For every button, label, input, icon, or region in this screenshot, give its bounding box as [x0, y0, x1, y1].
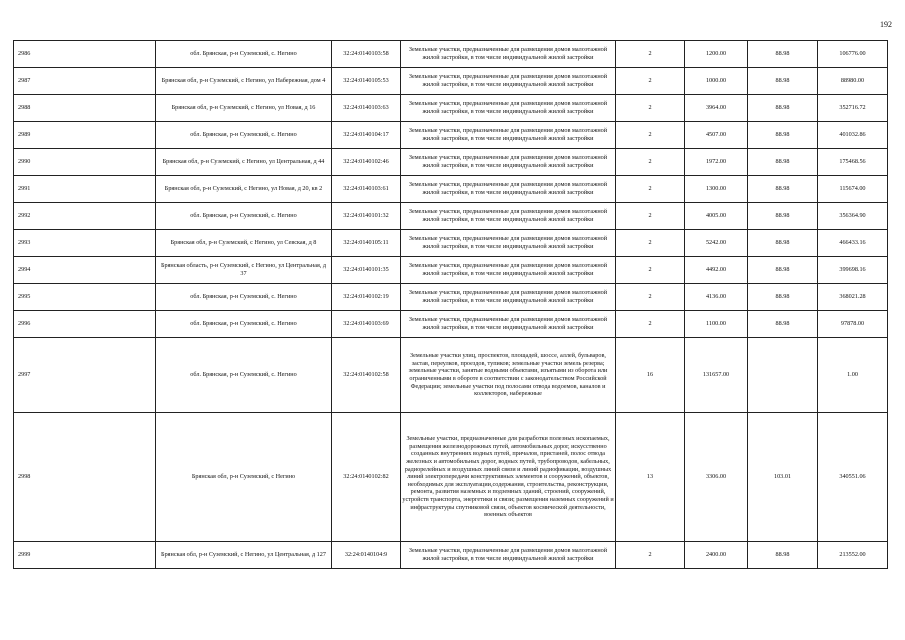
row-land-use: Земельные участки, предназначенные для размещения домов малоэтажной жилой застройки, в том числе индивидуальной жилой застройки — [401, 311, 616, 338]
table-row — [14, 176, 888, 203]
table-row — [14, 68, 888, 95]
table-row — [14, 149, 888, 176]
row-group: 2 — [616, 95, 685, 122]
row-cadastral-value: 1.00 — [818, 338, 888, 413]
table-row — [14, 338, 888, 413]
table-row — [14, 257, 888, 284]
row-land-use: Земельные участки, предназначенные для размещения домов малоэтажной жилой застройки, в том числе индивидуальной жилой застройки — [401, 176, 616, 203]
table-row — [14, 95, 888, 122]
row-number: 2997 — [14, 338, 156, 413]
row-address: Брянская обл, р-н Суземский, с Негино, ул Центральная, д 44 — [156, 149, 332, 176]
row-land-use: Земельные участки, предназначенные для размещения домов малоэтажной жилой застройки, в том числе индивидуальной жилой застройки — [401, 230, 616, 257]
row-specific-value: 88.98 — [748, 284, 818, 311]
row-cadastral-value: 399698.16 — [818, 257, 888, 284]
row-number: 2996 — [14, 311, 156, 338]
row-cadastral-value: 175468.56 — [818, 149, 888, 176]
row-address: обл. Брянская, р-н Суземский, с. Негино — [156, 203, 332, 230]
row-address: Брянская обл, р-н Суземский, с Негино, ул Новая, д 20, кв 2 — [156, 176, 332, 203]
page-number: 192 — [880, 20, 892, 29]
row-area: 4136.00 — [685, 284, 748, 311]
row-cadastral-number: 32:24:0140103:58 — [332, 41, 401, 68]
row-land-use: Земельные участки, предназначенные для размещения домов малоэтажной жилой застройки, в том числе индивидуальной жилой застройки — [401, 542, 616, 569]
row-cadastral-number: 32:24:0140102:46 — [332, 149, 401, 176]
row-group: 2 — [616, 203, 685, 230]
row-address: обл. Брянская, р-н Суземский, с. Негино — [156, 41, 332, 68]
row-cadastral-value: 97878.00 — [818, 311, 888, 338]
row-cadastral-value: 401032.86 — [818, 122, 888, 149]
row-land-use: Земельные участки, предназначенные для размещения домов малоэтажной жилой застройки, в том числе индивидуальной жилой застройки — [401, 68, 616, 95]
row-land-use: Земельные участки, предназначенные для размещения домов малоэтажной жилой застройки, в том числе индивидуальной жилой застройки — [401, 284, 616, 311]
table-row — [14, 311, 888, 338]
row-cadastral-number: 32:24:0140102:19 — [332, 284, 401, 311]
row-cadastral-number: 32:24:0140103:61 — [332, 176, 401, 203]
row-specific-value: 88.98 — [748, 311, 818, 338]
row-address: обл. Брянская, р-н Суземский, с. Негино — [156, 311, 332, 338]
table-row — [14, 41, 888, 68]
row-cadastral-number: 32:24:0140101:35 — [332, 257, 401, 284]
row-land-use: Земельные участки, предназначенные для размещения домов малоэтажной жилой застройки, в том числе индивидуальной жилой застройки — [401, 257, 616, 284]
row-specific-value: 88.98 — [748, 149, 818, 176]
row-number: 2988 — [14, 95, 156, 122]
row-address: Брянская обл, р-н Суземский, с Негино, ул Севская, д 8 — [156, 230, 332, 257]
row-area: 1300.00 — [685, 176, 748, 203]
row-land-use: Земельные участки, предназначенные для разработки полезных ископаемых, размещения железнодорожных путей, автомобильных дорог, искусственно созданных внутренних водных путей, причалов, пристаней, полос отвода железных и автомобильных дорог, водных путей, трубопроводов, кабельных, радиорелейных и воздушных линий связи и линий радиофикации, воздушных линий электропередачи конструктивных элементов и сооружений, объектов, необходимых для эксплуатации,содержания, строительства, реконструкции, ремонта, развития наземных и подземных зданий, строений, сооружений, устройств транспорта, энергетики и связи; размещения наземных сооружений и инфраструктуры спутниковой связи, объектов космической деятельности, военных объектов — [401, 413, 616, 542]
row-number: 2987 — [14, 68, 156, 95]
row-specific-value: 88.98 — [748, 68, 818, 95]
row-cadastral-value: 115674.00 — [818, 176, 888, 203]
row-cadastral-number: 32:24:0140101:32 — [332, 203, 401, 230]
row-land-use: Земельные участки, предназначенные для размещения домов малоэтажной жилой застройки, в том числе индивидуальной жилой застройки — [401, 122, 616, 149]
row-cadastral-value: 356364.90 — [818, 203, 888, 230]
row-cadastral-number: 32:24:0140105:53 — [332, 68, 401, 95]
row-number: 2994 — [14, 257, 156, 284]
row-area: 1972.00 — [685, 149, 748, 176]
row-area: 5242.00 — [685, 230, 748, 257]
row-area: 2400.00 — [685, 542, 748, 569]
row-number: 2992 — [14, 203, 156, 230]
row-specific-value: 88.98 — [748, 122, 818, 149]
row-cadastral-value: 352716.72 — [818, 95, 888, 122]
row-area: 1100.00 — [685, 311, 748, 338]
row-address: Брянская обл, р-н Суземский, с Негино, ул Центральная, д 127 — [156, 542, 332, 569]
row-number: 2986 — [14, 41, 156, 68]
table-row — [14, 284, 888, 311]
row-land-use: Земельные участки, предназначенные для размещения домов малоэтажной жилой застройки, в том числе индивидуальной жилой застройки — [401, 203, 616, 230]
row-address: Брянская обл, р-н Суземский, с Негино, ул Новая, д 16 — [156, 95, 332, 122]
row-group: 2 — [616, 542, 685, 569]
row-number: 2990 — [14, 149, 156, 176]
row-number: 2995 — [14, 284, 156, 311]
row-group: 2 — [616, 122, 685, 149]
row-cadastral-number: 32:24:0140104:17 — [332, 122, 401, 149]
row-address: обл. Брянская, р-н Суземский, с. Негино — [156, 122, 332, 149]
row-group: 2 — [616, 257, 685, 284]
row-number: 2998 — [14, 413, 156, 542]
table-row — [14, 542, 888, 569]
table-row — [14, 122, 888, 149]
row-group: 2 — [616, 284, 685, 311]
row-cadastral-number: 32:24:0140103:69 — [332, 311, 401, 338]
row-specific-value: 88.98 — [748, 542, 818, 569]
row-land-use: Земельные участки улиц, проспектов, площадей, шоссе, аллей, бульваров, застав, переулков, проездов, тупиков; земельные участки земель резерва; земельные участки, занятые водными объектами, изъятыми из оборота или ограниченными в обороте в соответствии с законодательством Российской Федерации; земельные участки под полосами отвода водоемов, каналов и коллекторов, набережные — [401, 338, 616, 413]
row-area: 3964.00 — [685, 95, 748, 122]
table-row — [14, 413, 888, 542]
row-address: обл. Брянская, р-н Суземский, с. Негино — [156, 284, 332, 311]
row-land-use: Земельные участки, предназначенные для размещения домов малоэтажной жилой застройки, в том числе индивидуальной жилой застройки — [401, 41, 616, 68]
row-area: 4507.00 — [685, 122, 748, 149]
row-address: обл. Брянская, р-н Суземский, с. Негино — [156, 338, 332, 413]
row-group: 2 — [616, 311, 685, 338]
row-area: 1200.00 — [685, 41, 748, 68]
cadastral-value-table — [13, 40, 888, 569]
table-row — [14, 203, 888, 230]
row-group: 2 — [616, 230, 685, 257]
row-group: 2 — [616, 176, 685, 203]
row-cadastral-value: 340551.06 — [818, 413, 888, 542]
row-group: 2 — [616, 149, 685, 176]
row-specific-value: 88.98 — [748, 257, 818, 284]
row-area: 4492.00 — [685, 257, 748, 284]
row-specific-value: 103.01 — [748, 413, 818, 542]
row-cadastral-value: 88980.00 — [818, 68, 888, 95]
row-specific-value: 88.98 — [748, 230, 818, 257]
row-address: Брянская область, р-н Суземский, с Негино, ул Центральная, д 37 — [156, 257, 332, 284]
row-cadastral-value: 106776.00 — [818, 41, 888, 68]
row-cadastral-number: 32:24:0140104:9 — [332, 542, 401, 569]
row-group: 13 — [616, 413, 685, 542]
row-cadastral-number: 32:24:0140102:82 — [332, 413, 401, 542]
row-number: 2991 — [14, 176, 156, 203]
row-area: 1000.00 — [685, 68, 748, 95]
row-area: 131657.00 — [685, 338, 748, 413]
row-cadastral-value: 368021.28 — [818, 284, 888, 311]
row-address: Брянская обл, р-н Суземский, с Негино — [156, 413, 332, 542]
row-number: 2993 — [14, 230, 156, 257]
row-group: 2 — [616, 41, 685, 68]
row-land-use: Земельные участки, предназначенные для размещения домов малоэтажной жилой застройки, в том числе индивидуальной жилой застройки — [401, 149, 616, 176]
row-address: Брянская обл, р-н Суземский, с Негино, ул Набережная, дом 4 — [156, 68, 332, 95]
row-group: 2 — [616, 68, 685, 95]
row-cadastral-value: 213552.00 — [818, 542, 888, 569]
table-row — [14, 230, 888, 257]
row-land-use: Земельные участки, предназначенные для размещения домов малоэтажной жилой застройки, в том числе индивидуальной жилой застройки — [401, 95, 616, 122]
row-specific-value: 88.98 — [748, 176, 818, 203]
row-area: 3306.00 — [685, 413, 748, 542]
row-cadastral-number: 32:24:0140103:63 — [332, 95, 401, 122]
row-cadastral-number: 32:24:0140102:58 — [332, 338, 401, 413]
row-specific-value: 88.98 — [748, 95, 818, 122]
row-group: 16 — [616, 338, 685, 413]
row-cadastral-value: 466433.16 — [818, 230, 888, 257]
row-cadastral-number: 32:24:0140105:11 — [332, 230, 401, 257]
row-area: 4005.00 — [685, 203, 748, 230]
row-number: 2999 — [14, 542, 156, 569]
row-number: 2989 — [14, 122, 156, 149]
row-specific-value: 88.98 — [748, 41, 818, 68]
row-specific-value — [748, 338, 818, 413]
row-specific-value: 88.98 — [748, 203, 818, 230]
